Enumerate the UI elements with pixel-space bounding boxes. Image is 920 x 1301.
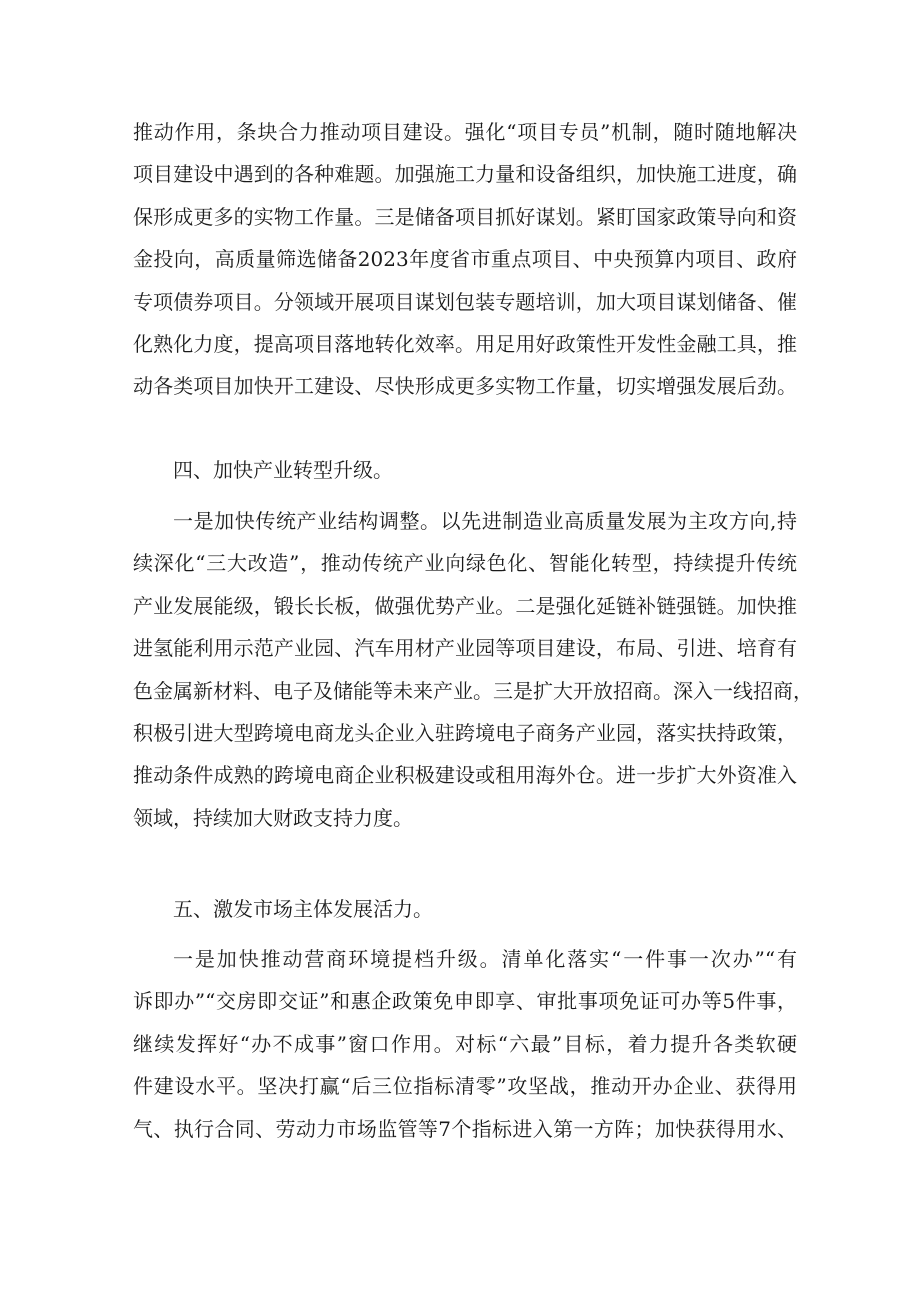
text-line: 化熟化力度，提高项目落地转化效率。用足用好政策性开发性金融工具，推 xyxy=(133,331,797,356)
paragraph-industry-transformation xyxy=(133,500,813,839)
text-line: 动各类项目加快开工建设、尽快形成更多实物工作量，切实增强发展后劲。 xyxy=(133,374,797,399)
text-line: 推动作用，条块合力推动项目建设。强化“项目专员”机制，随时随地解决 xyxy=(133,120,797,144)
heading-text: 四、加快产业转型升级。 xyxy=(173,458,393,482)
paragraph-business-environment xyxy=(133,938,797,1150)
paragraph-project-planning xyxy=(133,111,797,408)
text-line: 产业发展能级，锻长长板，做强优势产业。二是强化延链补链强链。加快推 xyxy=(133,593,797,618)
text-line: 一是加快传统产业结构调整。以先进制造业高质量发展为主攻方向,持 xyxy=(173,509,797,533)
section-heading-4 xyxy=(133,449,797,491)
text-line: 一是加快推动营商环境提档升级。清单化落实“一件事一次办”“有 xyxy=(173,947,797,971)
section-heading-5 xyxy=(133,888,797,930)
text-line: 金投向，高质量筛选储备2023年度省市重点项目、中央预算内项目、政府 xyxy=(133,247,797,272)
text-line: 继续发挥好“办不成事”窗口作用。对标“六最”目标，着力提升各类软硬 xyxy=(133,1031,797,1056)
heading-text: 五、激发市场主体发展活力。 xyxy=(173,897,433,921)
text-line: 诉即办”“交房即交证”和惠企政策免申即享、审批事项免证可办等5件事， xyxy=(133,989,797,1014)
text-line: 保形成更多的实物工作量。三是储备项目抓好谋划。紧盯国家政策导向和资 xyxy=(133,204,797,229)
text-line: 进氢能利用示范产业园、汽车用材产业园等项目建设，布局、引进、培育有 xyxy=(133,636,797,661)
text-line: 推动条件成熟的跨境电商企业积极建设或租用海外仓。进一步扩大外资准入 xyxy=(133,763,797,788)
text-line: 积极引进大型跨境电商龙头企业入驻跨境电子商务产业园，落实扶持政策， xyxy=(133,720,797,745)
text-line: 件建设水平。坚决打赢“后三位指标清零”攻坚战，推动开办企业、获得用 xyxy=(133,1074,797,1099)
text-line: 领域，持续加大财政支持力度。 xyxy=(133,805,413,830)
text-line: 项目建设中遇到的各种难题。加强施工力量和设备组织，加快施工进度，确 xyxy=(133,162,797,187)
text-line: 续深化“三大改造”，推动传统产业向绿色化、智能化转型，持续提升传统 xyxy=(133,551,797,576)
text-line: 气、执行合同、劳动力市场监管等7个指标进入第一方阵；加快获得用水、 xyxy=(133,1116,797,1141)
text-line: 专项债券项目。分领域开展项目谋划包装专题培训，加大项目谋划储备、催 xyxy=(133,289,797,314)
text-line: 色金属新材料、电子及储能等未来产业。三是扩大开放招商。深入一线招商， xyxy=(133,678,813,703)
